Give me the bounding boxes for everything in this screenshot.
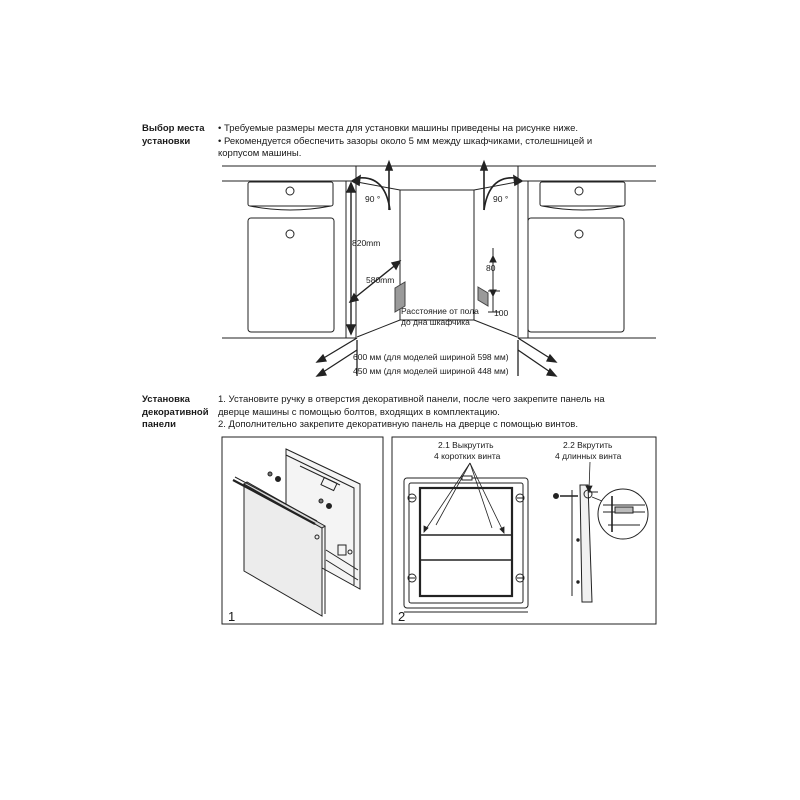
angle-left-label: 90 °	[365, 194, 381, 204]
callout-screw-line1: 2.2 Вкрутить	[563, 440, 613, 450]
dim-100-label: 100	[494, 308, 509, 318]
label-line: панели	[142, 419, 176, 430]
step-1: 1. Установите ручку в отверстия декоративной панели, после чего закрепите панель на	[218, 394, 605, 405]
width-600-label: 600 мм (для моделей шириной 598 мм)	[353, 352, 509, 362]
callout-unscrew-line2: 4 коротких винта	[434, 451, 501, 461]
floor-note-line2: до дна шкафчика	[401, 317, 470, 327]
callout-lines-short-screws	[424, 463, 504, 533]
depth-label: 580mm	[366, 275, 395, 285]
width-450-label: 450 мм (для моделей шириной 448 мм)	[353, 366, 509, 376]
dim-80-label: 80	[486, 263, 496, 273]
callout-screw-line2: 4 длинных винта	[555, 451, 622, 461]
bullet-gaps: • Рекомендуется обеспечить зазоры около 5 мм между шкафчиками, столешницей и	[218, 135, 593, 147]
label-line: Установка	[142, 394, 190, 405]
callout-line-long-screws	[586, 462, 592, 492]
height-label: 820mm	[352, 238, 381, 248]
angle-right-label: 90 °	[493, 194, 509, 204]
figure-1-number: 1	[228, 609, 236, 624]
door-front-view	[404, 476, 528, 612]
label-line: декоративной	[142, 406, 209, 418]
magnified-detail	[598, 489, 648, 539]
bullet-dimensions: • Требуемые размеры места для установки машины приведены на рисунке ниже.	[218, 123, 578, 134]
callout-unscrew-line1: 2.1 Выкрутить	[438, 440, 494, 450]
step-2: 2. Дополнительно закрепите декоративную панель на дверце с помощью винтов.	[218, 419, 578, 430]
figure-2-number: 2	[398, 609, 406, 624]
door-side-view	[572, 485, 598, 602]
screw-icons-front	[408, 494, 524, 582]
step-1-cont: дверце машины с помощью болтов, входящих в комплектацию.	[218, 406, 500, 418]
bullet-gaps-cont: корпусом машины.	[218, 148, 302, 159]
label-line: установки	[142, 135, 191, 147]
floor-note-line1: Расстояние от пола	[401, 306, 479, 316]
label-line: Выбор места	[142, 123, 205, 134]
